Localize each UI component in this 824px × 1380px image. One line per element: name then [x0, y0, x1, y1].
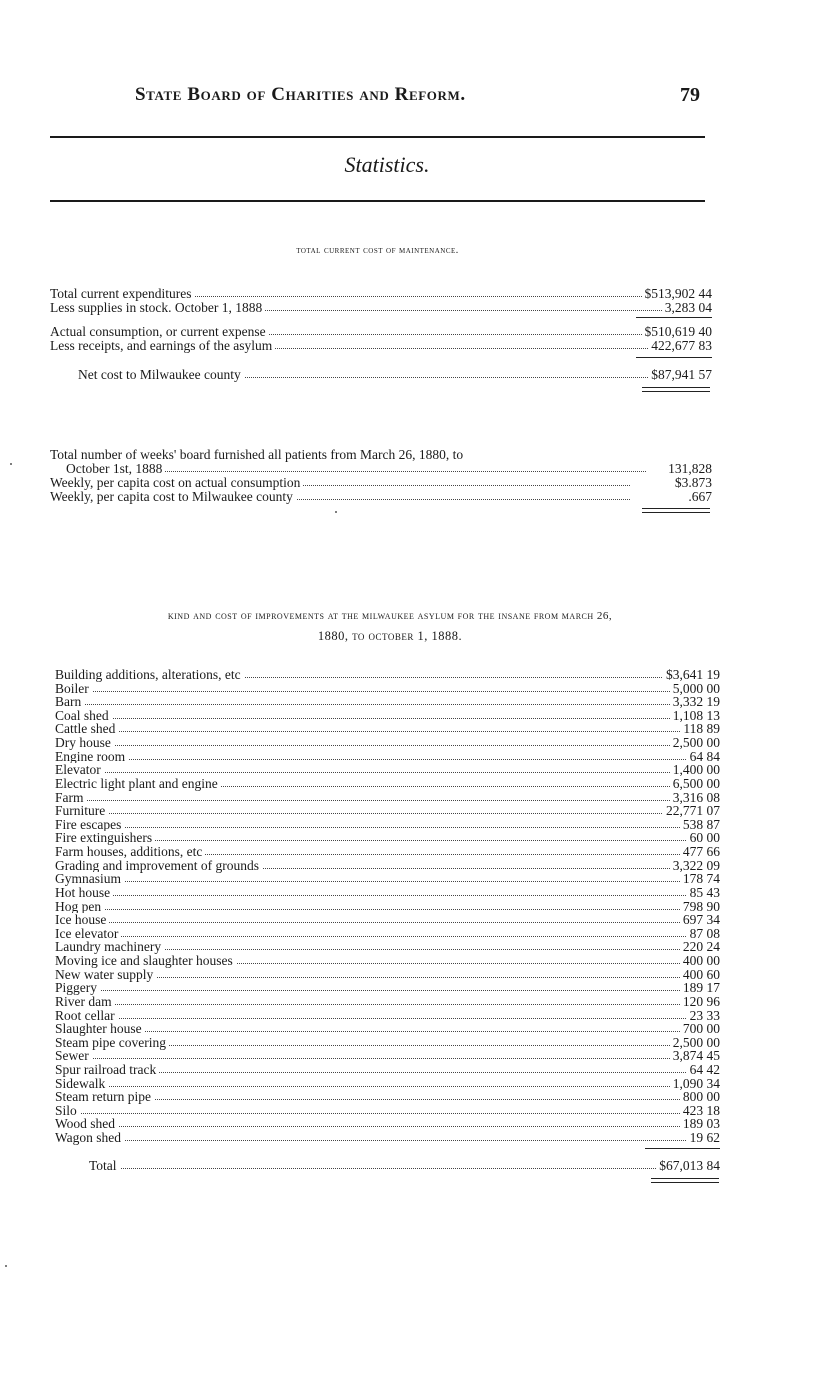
improvement-label: Sewer: [55, 1049, 92, 1063]
improvement-row: [55, 995, 720, 1009]
improvement-label: Steam pipe covering: [55, 1036, 169, 1050]
dot-leader: [55, 745, 720, 746]
page-number: 79: [680, 84, 700, 106]
improvement-label: Boiler: [55, 682, 92, 696]
row-label: October 1st, 1888: [66, 462, 165, 476]
maintenance-heading: total current cost of maintenance.: [296, 245, 459, 256]
row-label: Weekly, per capita cost to Milwaukee county: [50, 490, 296, 504]
improvement-label: Spur railroad track: [55, 1063, 159, 1077]
row-label: Total number of weeks' board furnished all patients from March 26, 1880, to: [50, 448, 466, 462]
improvement-row: [55, 1077, 720, 1091]
improvement-label: Fire extinguishers: [55, 831, 155, 845]
improvement-label: New water supply: [55, 968, 156, 982]
improvement-amount: 798 90: [680, 900, 720, 914]
dot-leader: [55, 718, 720, 719]
improvement-row: [55, 668, 720, 682]
improvement-label: Root cellar: [55, 1009, 118, 1023]
improvement-label: Barn: [55, 695, 84, 709]
improvement-amount: 423 18: [680, 1104, 720, 1118]
improvement-amount: 87 08: [687, 927, 720, 941]
improvement-label: Ice elevator: [55, 927, 121, 941]
section-title: Statistics.: [344, 152, 430, 177]
row-label: Net cost to Milwaukee county: [78, 368, 244, 382]
board-first-line: [50, 448, 712, 462]
improvement-row: [55, 777, 720, 791]
improvement-label: Sidewalk: [55, 1077, 108, 1091]
improvement-amount: 19 62: [687, 1131, 720, 1145]
dot-leader: [55, 936, 720, 937]
net-cost-row: [78, 368, 712, 382]
improvement-row: [55, 1063, 720, 1077]
improvement-row: [55, 859, 720, 873]
improvement-label: Slaughter house: [55, 1022, 145, 1036]
dot-leader: [89, 1168, 720, 1169]
improvement-row: [55, 968, 720, 982]
improvement-amount: 1,108 13: [670, 709, 720, 723]
improvement-row: [55, 1117, 720, 1131]
ledger-row: [50, 476, 712, 490]
improvement-row: [55, 818, 720, 832]
row-amount: 3,283 04: [662, 301, 712, 315]
dot-leader: [55, 1140, 720, 1141]
improvement-label: Steam return pipe: [55, 1090, 154, 1104]
improvement-label: Wood shed: [55, 1117, 118, 1131]
scan-speck: [335, 511, 337, 513]
dot-leader: [55, 704, 720, 705]
improvement-label: Elevator: [55, 763, 104, 777]
subtotal-rule: [636, 317, 712, 318]
improvement-row: [55, 954, 720, 968]
dot-leader: [55, 772, 720, 773]
dot-leader: [55, 1058, 720, 1059]
improvement-amount: 3,332 19: [670, 695, 720, 709]
dot-leader: [55, 731, 720, 732]
improvement-row: [55, 804, 720, 818]
row-amount: $3.873: [672, 476, 712, 490]
dot-leader: [55, 1086, 720, 1087]
improvement-label: Laundry machinery: [55, 940, 164, 954]
improvement-label: Furniture: [55, 804, 108, 818]
dot-leader: [55, 909, 720, 910]
double-rule: [642, 508, 710, 513]
improvement-label: Farm houses, additions, etc: [55, 845, 205, 859]
improvement-label: Ice house: [55, 913, 109, 927]
improvement-label: Moving ice and slaughter houses: [55, 954, 236, 968]
improvement-row: [55, 886, 720, 900]
dot-leader: [55, 759, 720, 760]
ledger-row: [50, 325, 712, 339]
row-label: Less supplies in stock. October 1, 1888: [50, 301, 265, 315]
improvement-label: Hog pen: [55, 900, 104, 914]
improvement-row: [55, 682, 720, 696]
improvement-amount: 1,400 00: [670, 763, 720, 777]
improvement-row: [55, 913, 720, 927]
scan-speck: [5, 1265, 7, 1267]
row-label: Less receipts, and earnings of the asylum: [50, 339, 275, 353]
dot-leader: [55, 1113, 720, 1114]
improvements-heading-line1: kind and cost of improvements at the milwaukee asylum for the insane from march 26,: [167, 610, 613, 622]
dot-leader: [55, 827, 720, 828]
improvement-label: Gymnasium: [55, 872, 124, 886]
row-label: Weekly, per capita cost on actual consumption: [50, 476, 303, 490]
improvement-label: Hot house: [55, 886, 113, 900]
scan-speck: [10, 463, 12, 465]
total-label: Total: [89, 1159, 120, 1173]
improvement-amount: 64 42: [687, 1063, 720, 1077]
subtotal-rule: [636, 357, 712, 358]
improvement-row: [55, 791, 720, 805]
improvement-label: Piggery: [55, 981, 100, 995]
improvement-label: Silo: [55, 1104, 80, 1118]
dot-leader: [55, 990, 720, 991]
row-amount: $510,619 40: [642, 325, 713, 339]
improvement-label: Dry house: [55, 736, 114, 750]
improvement-amount: 178 74: [680, 872, 720, 886]
row-label: Total current expenditures: [50, 287, 195, 301]
ledger-row: [50, 301, 712, 315]
improvement-label: Coal shed: [55, 709, 112, 723]
improvement-label: Electric light plant and engine: [55, 777, 221, 791]
improvement-row: [55, 736, 720, 750]
dot-leader: [55, 922, 720, 923]
row-amount: $87,941 57: [648, 368, 712, 382]
top-rule: [50, 136, 705, 138]
row-amount: 131,828: [665, 462, 712, 476]
improvement-amount: 400 00: [680, 954, 720, 968]
improvements-heading: [40, 606, 740, 646]
improvement-amount: 85 43: [687, 886, 720, 900]
dot-leader: [55, 800, 720, 801]
improvement-label: Building additions, alterations, etc: [55, 668, 244, 682]
improvement-label: Farm: [55, 791, 87, 805]
improvement-amount: 118 89: [680, 722, 720, 736]
improvement-row: [55, 845, 720, 859]
dot-leader: [55, 895, 720, 896]
improvement-row: [55, 981, 720, 995]
improvement-amount: 477 66: [680, 845, 720, 859]
improvement-row: [55, 1090, 720, 1104]
row-amount: $513,902 44: [642, 287, 713, 301]
ledger-row: [50, 490, 712, 504]
row-amount: 422,677 83: [648, 339, 712, 353]
improvement-amount: 2,500 00: [670, 736, 720, 750]
dot-leader: [55, 1004, 720, 1005]
improvement-amount: 22,771 07: [663, 804, 720, 818]
improvement-amount: 120 96: [680, 995, 720, 1009]
improvement-amount: 1,090 34: [670, 1077, 720, 1091]
dot-leader: [55, 881, 720, 882]
improvement-amount: 3,874 45: [670, 1049, 720, 1063]
improvement-amount: 6,500 00: [670, 777, 720, 791]
improvement-amount: 60 00: [687, 831, 720, 845]
improvement-row: [55, 872, 720, 886]
row-label: Actual consumption, or current expense: [50, 325, 269, 339]
improvement-amount: 700 00: [680, 1022, 720, 1036]
improvement-amount: 64 84: [687, 750, 720, 764]
improvement-row: [55, 1104, 720, 1118]
improvement-amount: 2,500 00: [670, 1036, 720, 1050]
dot-leader: [55, 691, 720, 692]
row-amount: .667: [685, 490, 712, 504]
improvement-amount: 189 03: [680, 1117, 720, 1131]
improvement-row: [55, 1009, 720, 1023]
improvement-amount: 697 34: [680, 913, 720, 927]
improvement-row: [55, 722, 720, 736]
improvement-row: [55, 1131, 720, 1145]
improvement-amount: 3,322 09: [670, 859, 720, 873]
improvements-heading-line2: 1880, to october 1, 1888.: [317, 629, 463, 643]
improvement-amount: 538 87: [680, 818, 720, 832]
improvement-row: [55, 750, 720, 764]
improvement-amount: 5,000 00: [670, 682, 720, 696]
bottom-rule: [50, 200, 705, 202]
improvement-amount: 3,316 08: [670, 791, 720, 805]
dot-leader: [55, 813, 720, 814]
improvement-amount: 400 60: [680, 968, 720, 982]
improvement-row: [55, 1022, 720, 1036]
total-amount: $67,013 84: [656, 1159, 720, 1173]
ledger-row: [66, 462, 712, 476]
improvement-row: [55, 695, 720, 709]
improvement-label: Grading and improvement of grounds: [55, 859, 262, 873]
improvement-label: Engine room: [55, 750, 128, 764]
improvement-label: Fire escapes: [55, 818, 124, 832]
improvement-amount: $3,641 19: [663, 668, 720, 682]
dot-leader: [55, 1126, 720, 1127]
running-head: State Board of Charities and Reform.: [135, 84, 466, 105]
improvement-amount: 189 17: [680, 981, 720, 995]
improvement-label: Wagon shed: [55, 1131, 124, 1145]
improvement-row: [55, 900, 720, 914]
improvement-row: [55, 1036, 720, 1050]
dot-leader: [55, 1018, 720, 1019]
total-rule: [645, 1148, 720, 1149]
ledger-row: [50, 287, 712, 301]
improvement-row: [55, 709, 720, 723]
improvement-amount: 23 33: [687, 1009, 720, 1023]
improvement-label: River dam: [55, 995, 115, 1009]
improvement-label: Cattle shed: [55, 722, 118, 736]
double-rule: [651, 1178, 719, 1183]
improvement-amount: 800 00: [680, 1090, 720, 1104]
double-rule: [642, 387, 710, 392]
dot-leader: [55, 1031, 720, 1032]
improvement-amount: 220 24: [680, 940, 720, 954]
ledger-row: [50, 339, 712, 353]
dot-leader: [55, 1099, 720, 1100]
total-row: [89, 1159, 720, 1173]
